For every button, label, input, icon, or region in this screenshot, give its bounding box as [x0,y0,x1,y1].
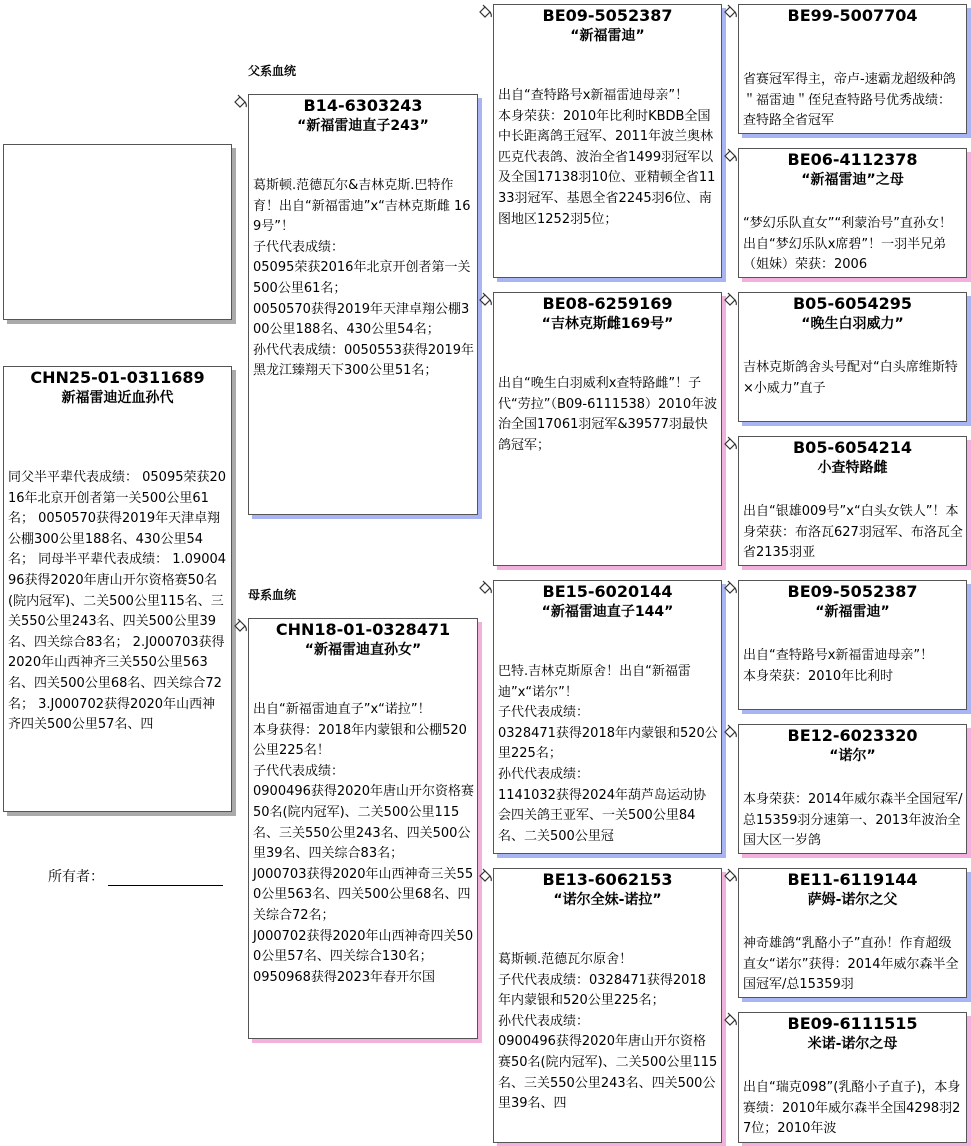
owner-field [48,866,223,886]
ggp7-desc: 神奇雄鸽“乳酪小子”直孙！作育超级直女“诺尔”获得：2014年威尔森半全国冠军/总15359羽 [743,936,959,993]
ggp1-desc: 省赛冠军得主，帝卢-速霸龙超级种鸽＂福雷迪＂侄兒查特路号优秀战绩：查特路全省冠军 [743,72,956,129]
ggp2-ring: BE06-4112378 [787,150,918,169]
ggp8-desc: 出自“瑞克098”(乳酪小子直子)，本身赛绩：2010年威尔森半全国4298羽27位；2010年波 [743,1080,961,1137]
granddam-maternal-card [493,868,722,1143]
sire-card [248,94,478,515]
dam-line-label: 母系血统 [248,588,297,602]
ggp6-desc: 本身荣获：2014年威尔森半全国冠军/总15359羽分速第一、2013年波治全国大区一岁鸽 [743,792,963,849]
ggp5-desc: 出自“查特路号x新福雷迪母亲”！ 本身荣获：2010年比利时 [743,648,934,684]
gp2-desc: 出自“晚生白羽威利x查特路雌”！子代“劳拉”（B09-6111538）2010年波治全国17061羽冠军&39577羽最快鸽冠军； [498,376,718,453]
edit-bucket-icon[interactable] [478,868,493,883]
edit-bucket-icon[interactable] [723,148,738,163]
edit-bucket-icon[interactable] [478,292,493,307]
sire-name: “新福雷迪直子243” [297,118,429,134]
grandsire-maternal-card [493,580,722,854]
sire-line-label: 父系血统 [248,64,297,78]
ggp8-ring: BE09-6111515 [787,1014,918,1033]
gp1-name: “新福雷迪” [570,28,645,44]
edit-bucket-icon[interactable] [723,1012,738,1027]
ggp6-card [738,724,967,854]
ggp2-desc: “梦幻乐队直女”“利蒙治号”直孙女！出自“梦幻乐队x席碧”！一羽半兄弟（姐妹）荣获：2006 [743,216,952,273]
edit-bucket-icon[interactable] [478,4,493,19]
ggp4-ring: B05-6054214 [792,438,913,457]
subject-desc: 同父半平辈代表成绩： 05095荣获2016年北京开创者第一关500公里61名； 0050570获得2019年天津卓翔公棚300公里188名、430公里54名； 同母半平辈代表成绩： 1.0900496获得2020年唐山开尔资格赛50名(院内冠军)、二关500公里115名、三关550公里243名、四关500公里39名、四关综合83名； 2.J000703获得2020年山西神齐三关550公里563名、四关500公里68名、四关综合72名； 3.J000702获得2020年山西神齐四关500公里57名、四 [8,470,227,733]
gp4-desc: 葛斯顿.范德瓦尔原舍！ 子代代表成绩：0328471获得2018年内蒙银和520公里225名； 孙代代表成绩： 0900496获得2020年唐山开尔资格赛50名(院内冠军)、二关500公里115名、三关550公里243名、四关500公里39名、四 [498,952,718,1112]
edit-bucket-icon[interactable] [723,436,738,451]
granddam-paternal-card [493,292,722,566]
owner-label: 所有者： [48,869,104,885]
edit-bucket-icon[interactable] [723,4,738,19]
ggp5-ring: BE09-5052387 [787,582,918,601]
ggp6-ring: BE12-6023320 [787,726,918,745]
sire-ring: B14-6303243 [303,96,423,115]
gp2-ring: BE08-6259169 [542,294,673,313]
gp3-name: “新福雷迪直子144” [541,604,674,620]
ggp3-name: “晚生白羽威力” [801,316,904,332]
ggp4-card [738,436,967,566]
grandsire-paternal-card [493,4,722,278]
ggp7-ring: BE11-6119144 [787,870,918,889]
ggp5-card [738,580,967,710]
edit-bucket-icon[interactable] [233,94,248,109]
ggp4-name: 小查特路雌 [817,460,888,476]
gp3-desc: 巴特.吉林克斯原舍！出自“新福雷迪”x“诺尔”！ 子代代表成绩： 0328471获得2018年内蒙银和520公里225名； 孙代代表成绩： 1141032获得2024年葫芦岛运动协会四关鸽王亚军、一关500公里84名、二关500公里冠 [498,664,718,844]
edit-bucket-icon[interactable] [723,724,738,739]
dam-card [248,618,478,1039]
edit-bucket-icon[interactable] [723,868,738,883]
ggp2-card [738,148,967,278]
dam-ring: CHN18-01-0328471 [275,620,451,639]
subject-card [3,366,232,812]
gp4-name: “诺尔全妹-诺拉” [553,892,662,908]
edit-bucket-icon[interactable] [723,292,738,307]
ggp4-desc: 出自“银雄009号”x“白头女铁人”！本身荣获：布洛瓦627羽冠军、布洛瓦全省2135羽亚 [743,504,963,561]
ggp3-ring: B05-6054295 [792,294,913,313]
ggp8-card [738,1012,967,1143]
sire-desc: 葛斯顿.范德瓦尔&吉林克斯.巴特作育！出自“新福雷迪”x“吉林克斯雌 169号”！ 子代代表成绩： 05095荣获2016年北京开创者第一关500公里61名； 0050570获得2019年天津卓翔公棚300公里188名、430公里54名； 孙代代表成绩：0050553获得2019年黑龙江臻翔天下300公里51名； [253,178,474,379]
ggp1-ring: BE99-5007704 [787,6,918,25]
gp4-ring: BE13-6062153 [542,870,673,889]
edit-bucket-icon[interactable] [478,580,493,595]
ggp1-card [738,4,967,134]
gp1-ring: BE09-5052387 [542,6,673,25]
edit-bucket-icon[interactable] [723,580,738,595]
ggp3-desc: 吉林克斯鸽舍头号配对“白头席维斯特×小威力”直子 [743,360,958,396]
ggp5-name: “新福雷迪” [815,604,890,620]
ggp7-card [738,868,967,998]
gp3-ring: BE15-6020144 [542,582,673,601]
photo-frame [3,144,232,320]
ggp8-name: 米诺-诺尔之母 [807,1036,898,1052]
gp1-desc: 出自“查特路号x新福雷迪母亲”！ 本身荣获：2010年比利时KBDB全国中长距离鸽王冠军、2011年波兰奥林匹克代表鸽、波治全省1499羽冠军以及全国17138羽10位、亚精顿全省1133羽冠军、基恩全省2245羽6位、南图地区1252羽5位； [498,88,716,227]
ggp7-name: 萨姆-诺尔之父 [807,892,898,908]
dam-name: “新福雷迪直孙女” [304,642,422,658]
edit-bucket-icon[interactable] [233,618,248,633]
gp2-name: “吉林克斯雌169号” [541,316,674,332]
subject-name: 新福雷迪近血孙代 [61,390,174,406]
ggp6-name: “诺尔” [829,748,876,764]
ggp3-card [738,292,967,422]
subject-ring: CHN25-01-0311689 [30,368,205,387]
dam-desc: 出自“新福雷迪直子”x“诺拉”！ 本身获得：2018年内蒙银和公棚520公里225名！ 子代代表成绩： 0900496获得2020年唐山开尔资格赛50名(院内冠军)、二关500公里115名、三关550公里243名、四关500公里39名、四关综合83名； J000703获得2020年山西神奇三关550公里563名、四关500公里68名、四关综合72名； J000702获得2020年山西神奇四关500公里57名、四关综合130名； 0950968获得2023年春开尔国 [253,702,474,985]
owner-line [108,870,223,886]
ggp2-name: “新福雷迪”之母 [801,172,904,188]
